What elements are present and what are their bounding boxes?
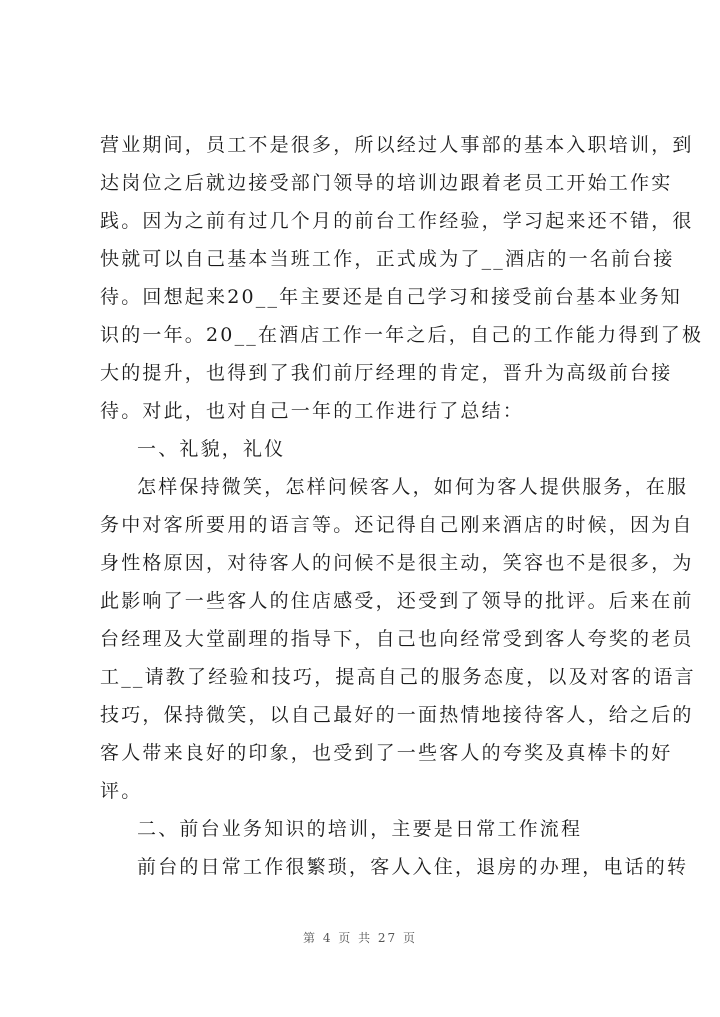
section-heading: 二、前台业务知识的培训，主要是日常工作流程 <box>137 818 583 840</box>
paragraph-line: 客人带来良好的印象，也受到了一些客人的夸奖及真棒卡的好 <box>100 742 673 764</box>
paragraph-line: 识的一年。20__在酒店工作一年之后，自己的工作能力得到了极 <box>100 324 704 346</box>
paragraph-line: 此影响了一些客人的住店感受，还受到了领导的批评。后来在前 <box>100 590 694 612</box>
paragraph-line: 待。回想起来20__年主要还是自己学习和接受前台基本业务知 <box>100 286 682 308</box>
paragraph-line: 务中对客所要用的语言等。还记得自己刚来酒店的时候，因为自 <box>100 514 694 536</box>
paragraph-line: 怎样保持微笑，怎样问候客人，如何为客人提供服务，在服 <box>137 476 689 498</box>
paragraph-line: 践。因为之前有过几个月的前台工作经验，学习起来还不错，很 <box>100 210 694 232</box>
paragraph-line: 营业期间，员工不是很多，所以经过人事部的基本入职培训，到 <box>100 134 694 156</box>
paragraph-line: 工__请教了经验和技巧，提高自己的服务态度，以及对客的语言 <box>100 666 696 688</box>
paragraph-line: 前台的日常工作很繁琐，客人入住，退房的办理，电话的转 <box>137 856 689 878</box>
paragraph-line: 评。 <box>100 780 143 802</box>
section-heading: 一、礼貌，礼仪 <box>137 438 286 460</box>
paragraph-line: 台经理及大堂副理的指导下，自己也向经常受到客人夸奖的老员 <box>100 628 694 650</box>
paragraph-line: 达岗位之后就边接受部门领导的培训边跟着老员工开始工作实 <box>100 172 673 194</box>
paragraph-line: 快就可以自己基本当班工作，正式成为了__酒店的一名前台接 <box>100 248 675 270</box>
paragraph-line: 大的提升，也得到了我们前厅经理的肯定，晋升为高级前台接 <box>100 362 673 384</box>
paragraph-line: 技巧，保持微笑，以自己最好的一面热情地接待客人，给之后的 <box>100 704 694 726</box>
paragraph-line: 待。对此，也对自己一年的工作进行了总结： <box>100 400 525 422</box>
page-footer: 第 4 页 共 27 页 <box>303 931 417 945</box>
paragraph-line: 身性格原因，对待客人的问候不是很主动，笑容也不是很多，为 <box>100 552 694 574</box>
